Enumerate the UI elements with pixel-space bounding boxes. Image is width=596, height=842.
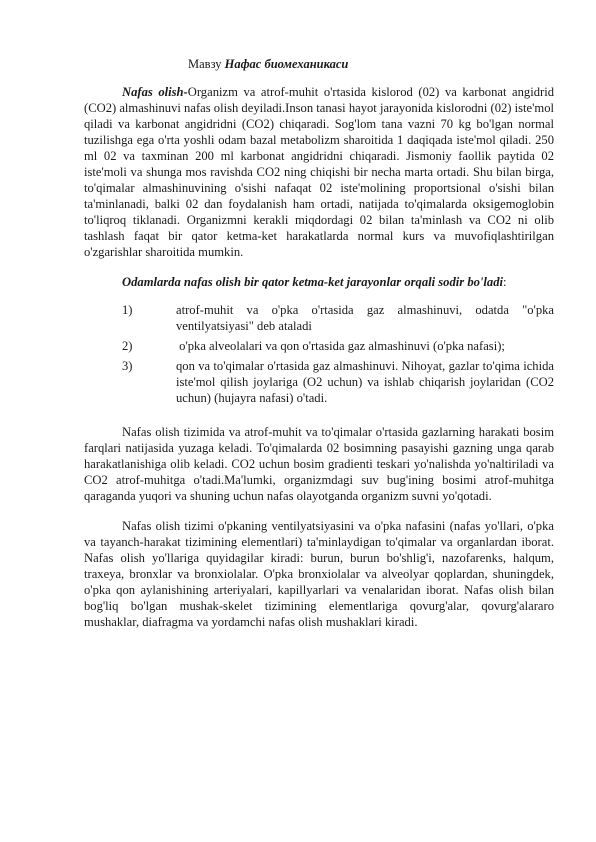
document-body xyxy=(84,84,554,630)
title-prefix: Мавзу xyxy=(188,57,225,71)
list-item xyxy=(84,358,554,406)
document-title xyxy=(188,57,348,72)
list-item-text: atrof-muhit va o'pka o'rtasida gaz almashinuvi, odatda "o'pka ventilyatsiyasi" deb ataladi xyxy=(176,303,554,333)
list-item-number: 3) xyxy=(122,359,133,373)
intro-text: Organizm va atrof-muhit o'rtasida kislorod (02) va karbonat angidrid (CO2) almashinuvi nafas olish deyiladi.Inson tanasi hayot jarayonida kislorodni (02) iste'mol qiladi va karbonat angidridni (CO2) chiqaradi. Sog'lom tana vazni 70 kg bo'lgan normal tuzilishga ega o'rta yoshli odam bazal metabolizm sharoitida 1 daqiqada iste'mol qiladi. 250 ml 02 va taxminan 200 ml karbonat angidridni chiqaradi. Jismoniy faollik paytida 02 iste'moli va shunga mos ravishda CO2 ning chiqishi bir necha marta ortadi. Shu bilan birga, to'qimalar almashinuvining o'sishi nafaqat 02 iste'molining proportsional o'sishi bilan ta'minlanadi, balki 02 dan foydalanish ham ortadi, natijada to'qimalarda oksigemoglobin to'liqroq tiklanadi. Organizmni kerakli miqdordagi 02 bilan ta'minlash va CO2 ni olib tashlash faqat bir qator ketma-ket harakatlarda normal kurs va muvofiqlashtirilgan o'zgarishlar sharoitida mumkin. xyxy=(84,85,554,259)
intro-lead: Nafas olish- xyxy=(122,85,188,99)
list-item xyxy=(84,338,554,354)
intro-paragraph xyxy=(84,84,554,260)
pressure-paragraph: Nafas olish tizimida va atrof-muhit va to'qimalar o'rtasida gazlarning harakati bosim farqlari natijasida yuzaga keladi. To'qimalarda 02 bosimning pasayishi gazning unga qarab harakatlanishiga olib keladi. CO2 uchun bosim gradienti teskari yo'nalishda yo'naltiriladi va CO2 atrof-muhitga o'tadi.Ma'lumki, organizmdagi suv bug'ining bosimi atrof-muhitga qaraganda yuqori va shuning uchun nafas olayotganda organizm suvni yo'qotadi. xyxy=(84,425,554,503)
stages-list xyxy=(84,302,554,406)
list-item-number: 2) xyxy=(122,339,133,353)
list-item-number: 1) xyxy=(122,303,133,317)
list-item-text: qon va to'qimalar o'rtasida gaz almashinuvi. Nihoyat, gazlar to'qima ichida iste'mol qilish joylariga (O2 uchun) va ishlab chiqarish joylaridan (CO2 uchun) (hujayra nafasi) o'tadi. xyxy=(176,359,554,405)
list-item-text: o'pka alveolalari va qon o'rtasida gaz almashinuvi (o'pka nafasi); xyxy=(176,339,505,353)
system-paragraph: Nafas olish tizimi o'pkaning ventilyatsiyasini va o'pka nafasini (nafas yo'llari, o'pka va tayanch-harakat tizimining elementlari) ta'minlaydigan to'qimalar va organlardan iborat. Nafas olish yo'llariga quyidagilar kiradi: burun, burun bo'shlig'i, nazofarenks, halqum, traxeya, bronxlar va bronxiolalar. O'pka bronxiolalar va alveolyar qoplardan, shuningdek, o'pka qon aylanishining arteriyalari, kapillyarlari va venalaridan iborat. Nafas olish bilan bog'liq bo'lgan mushak-skelet tizimining elementlariga qovurg'alar, qovurg'alararo mushaklar, diafragma va yordamchi nafas olish mushaklari kiradi. xyxy=(84,519,554,629)
stages-heading xyxy=(84,274,554,290)
stages-heading-colon: : xyxy=(503,275,507,289)
title-topic: Нафас биомеханикаси xyxy=(224,57,349,71)
stages-heading-text: Odamlarda nafas olish bir qator ketma-ket jarayonlar orqali sodir bo'ladi xyxy=(122,275,503,289)
list-item xyxy=(84,302,554,334)
